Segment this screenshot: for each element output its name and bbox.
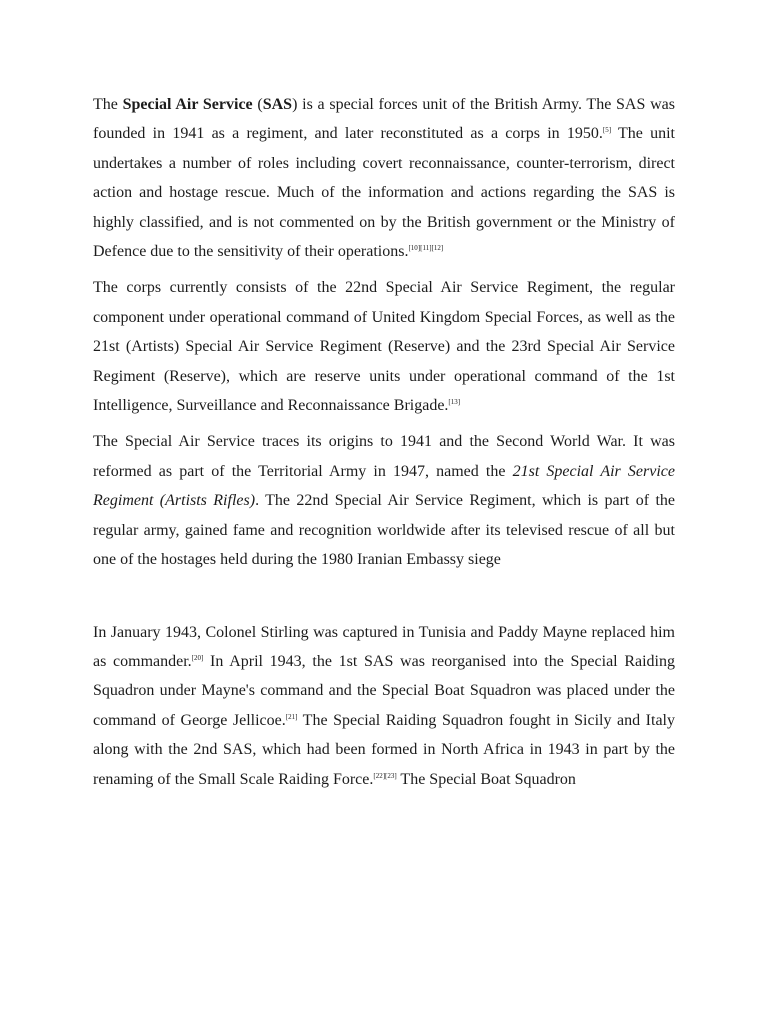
document-body <box>93 90 675 801</box>
text-run: The Special Air Service traces its origins to 1941 and the Second World War. It was reformed as part of the Territorial Army in 1947, named the <box>93 433 675 480</box>
paragraph-1943-history <box>93 618 675 794</box>
text-run: The <box>93 96 123 113</box>
text-run: The Special Boat Squadron <box>396 770 576 788</box>
citation-ref: [20] <box>191 653 204 662</box>
text-run: . The 22nd Special Air Service Regiment, which is part of the regular army, gained fame and recognition worldwide after its televised rescue of all but one of the hostages held during the 1980 Iranian Embassy siege <box>93 492 675 569</box>
citation-ref: [13] <box>448 398 461 407</box>
text-run: ) is a special forces unit of the British Army. The SAS was founded in 1941 as a regiment, and later reconstituted as a corps in 1950. <box>93 96 675 143</box>
text-run: The unit undertakes a number of roles including covert reconnaissance, counter-terrorism, direct action and hostage rescue. Much of the information and actions regarding the SAS is highly classified, and is not commented on by the British government or the Ministry of Defence due to the sensitivity of their operations. <box>93 125 675 261</box>
text-run: The corps currently consists of the 22nd Special Air Service Regiment, the regular component under operational command of United Kingdom Special Forces, as well as the 21st (Artists) Special Air Service Regiment (Reserve) and the 23rd Special Air Service Regiment (Reserve), which are reserve units under operational command of the 1st Intelligence, Surveillance and Reconnaissance Brigade. <box>93 279 675 415</box>
citation-ref: [5] <box>602 126 612 135</box>
paragraph-spacer <box>93 582 675 618</box>
paragraph-corps-composition <box>93 273 675 420</box>
paragraph-origins <box>93 427 675 574</box>
bold-term-special-air-service: Special Air Service <box>122 96 253 113</box>
citation-ref: [10][11][12] <box>408 244 444 253</box>
text-run: The Special Raiding Squadron fought in Sicily and Italy along with the 2nd SAS, which had been formed in North Africa in 1943 in part by the renaming of the Small Scale Raiding Force. <box>93 711 675 788</box>
text-run: In April 1943, the 1st SAS was reorganised into the Special Raiding Squadron under Mayne's command and the Special Boat Squadron was placed under the command of George Jellicoe. <box>93 652 675 729</box>
text-run: In January 1943, Colonel Stirling was captured in Tunisia and Paddy Mayne replaced him as commander. <box>93 623 675 670</box>
text-run: ( <box>252 96 263 113</box>
paragraph-sas-intro <box>93 90 675 266</box>
bold-term-sas: SAS <box>262 96 293 113</box>
citation-ref: [22][23] <box>373 771 397 780</box>
citation-ref: [21] <box>285 712 298 721</box>
italic-regiment-name: 21st Special Air Service Regiment (Artists Rifles) <box>93 462 675 510</box>
